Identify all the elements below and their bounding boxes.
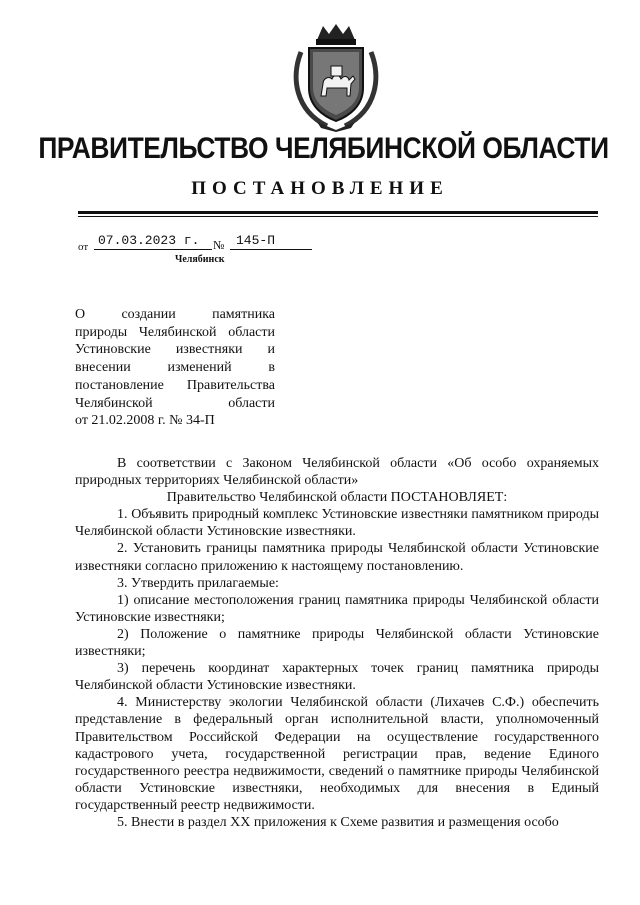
paragraph-3-3: 3) перечень координат характерных точек границ памятника природы Челябинской области Устиновские известняки.: [75, 661, 599, 694]
document-number: 145-П: [230, 233, 312, 250]
date-label: от: [78, 241, 89, 253]
document-body: [75, 455, 599, 831]
city-name: Челябинск: [175, 254, 225, 265]
paragraph-3-1: 1) описание местоположения границ памятника природы Челябинской области Устиновские известняки;: [75, 592, 599, 625]
number-label: №: [213, 238, 225, 252]
paragraph-2: 2. Установить границы памятника природы Челябинской области Устиновские известняки согласно приложению к настоящему постановлению.: [75, 541, 599, 574]
subject-line: постановление Правительства: [75, 377, 275, 393]
document-subject: [75, 306, 275, 430]
subject-line: Устиновские известняки и: [75, 342, 275, 358]
paragraph-5: 5. Внести в раздел XX приложения к Схеме развития и размещения особо: [117, 814, 559, 830]
subject-line: Челябинской области: [75, 395, 275, 411]
subject-line: от 21.02.2008 г. № 34-П: [75, 413, 215, 429]
subject-line: внесении изменений в: [75, 360, 275, 376]
resolution-statement: Правительство Челябинской области ПОСТАНОВЛЯЕТ:: [166, 490, 508, 506]
subject-line: О создании памятника: [75, 307, 275, 322]
paragraph-4: 4. Министерству экологии Челябинской области (Лихачев С.Ф.) обеспечить представление в федеральный орган исполнительной власти, уполномоченный Правительством Российской Федерации на осуществление государственного кадастрового учета, государственной регистрации прав, ведение Единого государственного реестра недвижимости, сведений о памятнике природы Челябинской области Устиновские известняки, необходимых для внесения в Единый государственный реестр недвижимости.: [75, 695, 599, 813]
paragraph-3: 3. Утвердить прилагаемые:: [117, 575, 279, 591]
document-kind: ПОСТАНОВЛЕНИЕ: [191, 178, 449, 199]
paragraph-1: 1. Объявить природный комплекс Устиновские известняки памятником природы Челябинской области Устиновские известняки.: [75, 507, 599, 540]
document-date: 07.03.2023 г.: [94, 233, 212, 250]
intro-paragraph: В соответствии с Законом Челябинской области «Об особо охраняемых природных территориях Челябинской области»: [75, 456, 599, 489]
coat-of-arms-emblem: [287, 22, 385, 132]
header-rule-thin: [78, 216, 598, 217]
header-rule-thick: [78, 211, 598, 214]
government-title: ПРАВИТЕЛЬСТВО ЧЕЛЯБИНСКОЙ ОБЛАСТИ: [38, 132, 609, 165]
subject-line: природы Челябинской области: [75, 324, 275, 340]
paragraph-3-2: 2) Положение о памятнике природы Челябинской области Устиновские известняки;: [75, 626, 599, 660]
